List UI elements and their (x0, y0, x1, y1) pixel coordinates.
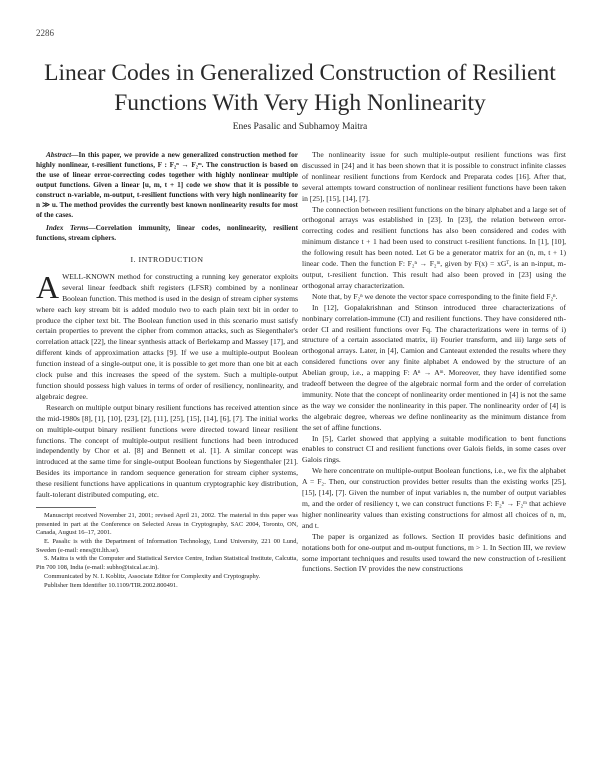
abstract (36, 150, 298, 220)
footnote-divider (36, 507, 96, 508)
paper-title: Linear Codes in Generalized Construction of Resilient Functions With Very High Nonlinearity (44, 60, 556, 116)
paragraph: In [12], Gopalakrishnan and Stinson introduced three characterizations of nonbinary correlation-immune (CI) and resilient functions. They have considered nth-order CI and resilient functions over Fq. The characterizations were in terms of i) structure of a certain associated matrix, ii) Fourier transform, and iii) large sets of orthogonal arrays. Later, in [4], Camion and Canteaut extended the results where they considered functions over any finite alphabet A endowed by the structure of an Abelian group, i.e., a mapping F: Aⁿ → Aᵐ. Moreover, they have identified some tradeoff between the degree of the algebraic normal form and the order of correlation immunity. Note that the concept of nonlinearity order mentioned in [4] is not the same as the way we consider the nonlinearity in this paper. The nonlinearity order of [4] is the algebraic degree, whereas we define nonlinearity as the minimum distance from the set of affine functions. (302, 302, 566, 432)
footnote: Publisher Item Identifier 10.1109/TIR.2002.800491. (44, 581, 178, 589)
paragraph: The paper is organized as follows. Section II provides basic definitions and notations both for one-output and m-output functions, m > 1. In Section III, we review some important techniques and results used toward the new construction of t-resilient functions. Section IV provides the new constructions (302, 531, 566, 574)
index-terms-text: Correlation immunity, linear codes, nonlinearity, resilient functions, stream ciphers. (36, 223, 298, 242)
footnote: Manuscript received November 21, 2001; revised April 21, 2002. The material in this paper was presented in part at the Conference on Selected Areas in Cryptography, SAC 2004, Toronto, ON, Canada, August 16–17, 2001. (36, 511, 298, 537)
paragraph: We here concentrate on multiple-output Boolean functions, i.e., we fix the alphabet A = F₂. Then, our construction provides better results than the existing works [25], [15], [14], [7]. Given the number of input variables n, the number of output variables m, and the order of resiliency t, we can construct functions F: F₂ⁿ → F₂ᵐ that achieve higher nonlinearity values than existing constructions for almost all choices of n, m, and t. (302, 466, 566, 530)
paragraph-text: WELL-KNOWN method for constructing a running key generator exploits several linear feedback shift registers (LFSR) combined by a nonlinear Boolean function. This method is used in the design of stream cipher systems where each key stream bit is added modulo two to each plain text bit in order to produce the cipher text bit. The Boolean function used in this scenario must satisfy certain properties to prevent the cipher from common attacks, such as Siegenthaler's correlation attack [22], the linear synthesis attack of Berlekamp and Massey [17], and different kinds of approximation attacks [9]. If we use a multiple-output Boolean function instead of a single-output one, it is possible to get more than one bit at each clock pulse and this increases the speed of the system. Such a multiple-output function should possess high values in terms of order of resiliency, nonlinearity, and algebraic degree. (36, 271, 298, 401)
abstract-label: Abstract— (46, 150, 79, 159)
abstract-text: In this paper, we provide a new generalized construction method for highly nonlinear, t-resilient functions, F : F₂ⁿ → F₂ᵐ. The construction is based on the use of linear error-correcting codes together with highly nonlinear multiple output functions. Given a linear [u, m, t + 1] code we show that it is possible to construct n-variable, m-output, t-resilient functions with very high nonlinearity for n ≫ u. The method provides the currently best known nonlinearity results for most of the cases. (36, 150, 298, 219)
footnote: Communicated by N. I. Koblitz, Associate Editor for Complexity and Cryptography. (44, 572, 261, 580)
drop-cap: A (36, 268, 60, 305)
page-number: 2286 (36, 28, 54, 38)
authors: Enes Pasalic and Subhamoy Maitra (232, 122, 368, 132)
paragraph: The connection between resilient functions on the binary alphabet and a large set of orthogonal arrays was established in [23]. In [23], the relation between error-correcting codes and resilient functions has also been considered and codes with minimum distance t + 1 had been used to construct t-resilient functions. In [1], [10], the following result has been noted. Let G be a generator matrix for an (n, m, t + 1) linear code. Then the function F: F₂ⁿ → F₂ᵐ, given by F(x) = xGᵀ, is an n-input, m-output, t-resilient function. This result had also been proved in [23] using the orthogonal array characterization. (302, 204, 566, 290)
footnote: E. Pasalic is with the Department of Information Technology, Lund University, 221 00 Lund, Sweden (e-mail: enes@it.lth.se). (36, 538, 298, 554)
paragraph: Research on multiple output binary resilient functions has received attention since the mid-1980s [8], [1], [10], [23], [2], [11], [25], [15], [14], [6], [7]. The initial works on multiple-output binary resilient functions were directed toward linear resilient functions. The concept of multiple-output resilient functions had been introduced independently by Chor et al. [8] and Bennett et al. [1]. A similar concept was introduced at the same time for single-output Boolean functions by Siegenthaler [21]. Besides its importance in random sequence generation for stream cipher systems, these resilient functions have applications in quantum cryptographic key distribution, fault-tolerant distributed computing, etc. (36, 402, 298, 500)
paragraph (36, 268, 298, 403)
footnotes (36, 512, 298, 590)
footnote: S. Maitra is with the Computer and Statistical Service Centre, Indian Statistical Institute, Calcutta, Pin 700 108, India (e-mail: subho@isical.ac.in). (36, 555, 298, 572)
index-terms-label: Index Terms— (46, 223, 96, 232)
paragraph: In [5], Carlet showed that applying a suitable modification to bent functions enables to construct CI and resilient functions over Galois fields, in some cases over Galois rings. (302, 433, 566, 465)
section-heading-introduction: I. INTRODUCTION (130, 255, 204, 264)
paragraph: Note that, by F₂ⁿ we denote the vector space corresponding to the finite field F₂ⁿ. (312, 291, 558, 301)
introduction (36, 268, 298, 501)
index-terms (36, 223, 298, 243)
left-column (36, 150, 298, 590)
paragraph: The nonlinearity issue for such multiple-output resilient functions was first discussed in [24] and it has been shown that it is possible to construct infinite classes of nonlinear resilient functions from Kerdock and Preparata codes [16]. After that, several attempts toward construction of nonlinear resilient functions have been taken in [25], [15], [14], [7]. (302, 150, 566, 203)
right-column (302, 150, 566, 575)
